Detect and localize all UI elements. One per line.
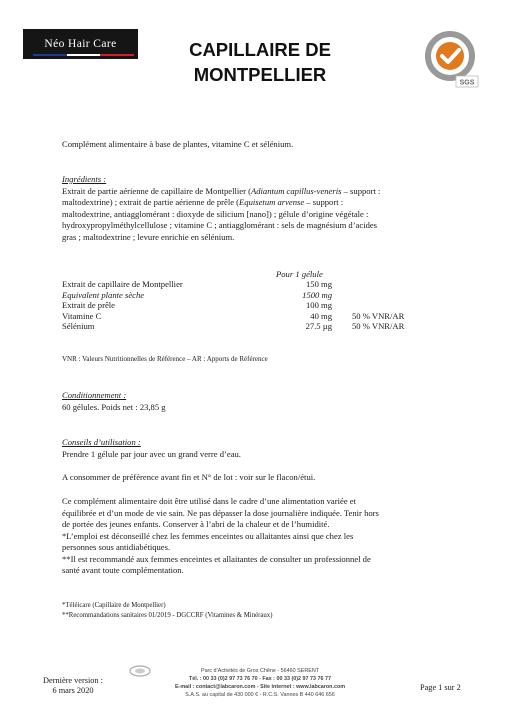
ingredients-line: maltodextrine, antiagglomérant : dioxyde de silicium [nano]) ; gélule d’origine végétale : — [62, 208, 369, 219]
row-vnr: 50 % VNR/AR — [352, 320, 405, 331]
row-vnr: 50 % VNR/AR — [352, 310, 405, 321]
company-address: Parc d’Activités de Gros Chêne - 56460 SERENT — [200, 668, 320, 674]
usage-label: Conseils d’utilisation : — [62, 437, 141, 447]
footnotes — [62, 601, 272, 620]
ingredients-text — [62, 186, 454, 244]
usage-text: Prendre 1 gélule par jour avec un grand verre d’eau. — [62, 448, 241, 459]
table-row — [62, 321, 454, 331]
row-amount: 1500 mg — [302, 289, 332, 300]
row-name: Equivalent plante sèche — [62, 289, 145, 300]
company-legal: S.A.S. au capital de 430 000 € - R.C.S. Vannes B 440 646 656 — [185, 692, 335, 698]
table-row — [62, 290, 454, 300]
warning-line: *L’emploi est déconseillé chez les femmes enceintes ou allaitantes ainsi que chez les — [62, 530, 354, 541]
composition-header: Pour 1 gélule — [276, 269, 323, 279]
ingredients-section — [62, 174, 454, 243]
company-phone: Tél. : 00 33 (0)2 97 73 76 70 - Fax : 00 33 (0)2 97 73 76 77 — [188, 676, 332, 682]
ingredients-line: gras ; maltodextrine ; levure enrichie en sélénium. — [62, 231, 235, 242]
footnote: *Téléicare (Capillaire de Montpellier) — [62, 602, 166, 609]
packaging-section — [62, 390, 454, 413]
svg-text:SGS: SGS — [459, 79, 475, 87]
version-date: 6 mars 2020 — [52, 686, 94, 695]
version-info — [38, 676, 108, 696]
row-amount: 150 mg — [305, 279, 332, 290]
page-number: Page 1 sur 2 — [420, 683, 461, 692]
row-amount: 100 mg — [305, 300, 332, 311]
packaging-label: Conditionnement : — [62, 390, 127, 400]
footnote: **Recommandations sanitaires 01/2019 - DGCCRF (Vitamines & Minéraux) — [62, 611, 273, 619]
warning-line: santé avant toute complémentation. — [62, 565, 184, 575]
ingredients-line: Extrait de partie aérienne de capillaire de Montpellier (Adiantum capillus-veneris – support : — [62, 185, 381, 196]
intro-text: Complément alimentaire à base de plantes, vitamine C et sélénium. — [62, 139, 294, 149]
ingredients-line: maltodextrine) ; extrait de partie aérienne de prêle (Equisetum arvense – support : — [62, 197, 344, 207]
row-name: Extrait de capillaire de Montpellier — [62, 279, 183, 290]
sgs-certification-icon — [420, 28, 484, 90]
row-amount: 40 mg — [310, 310, 332, 321]
row-name: Vitamine C — [62, 310, 102, 321]
page-title — [160, 37, 360, 87]
best-before-text: A consommer de préférence avant fin et N° de lot : voir sur le flacon/étui. — [62, 472, 316, 482]
title-line-2: MONTPELLIER — [193, 64, 327, 85]
ingredients-label: Ingrédients : — [62, 174, 107, 184]
version-label: Dernière version : — [43, 676, 103, 685]
company-email: E-mail : contact@labcaron.com - Site internet : www.labcaron.com — [174, 684, 346, 690]
table-row — [62, 279, 454, 289]
row-amount: 27.5 µg — [305, 320, 332, 331]
brand-logo — [23, 29, 138, 59]
lab-caron-logo-icon — [128, 664, 152, 678]
flag-stripe-icon — [33, 54, 134, 56]
vnr-note: VNR : Valeurs Nutritionnelles de Référence – AR : Apports de Référence — [62, 355, 268, 363]
row-name: Extrait de prêle — [62, 300, 115, 311]
company-footer — [140, 667, 380, 699]
brand-logo-text: Néo Hair Care — [44, 38, 117, 50]
title-line-1: CAPILLAIRE DE — [189, 39, 331, 60]
table-row — [62, 300, 454, 310]
usage-section — [62, 437, 454, 460]
table-row — [62, 311, 454, 321]
warnings-section — [62, 496, 454, 577]
row-name: Sélénium — [62, 320, 95, 331]
ingredients-line: hydroxypropylméthylcellulose ; vitamine C ; antiagglomérant : sels de magnésium d’acides — [62, 220, 378, 230]
packaging-text: 60 gélules. Poids net : 23,85 g — [62, 401, 166, 412]
warning-line: **Il est recommandé aux femmes enceintes et allaitantes de consulter un professionnel de — [62, 553, 371, 564]
warning-line: équilibrée et d’un mode de vie sain. Ne pas dépasser la dose journalière indiquée. Tenir hors — [62, 507, 379, 518]
warning-line: de portée des jeunes enfants. Conserver à l’abri de la chaleur et de l’humidité. — [62, 519, 330, 529]
composition-table — [62, 269, 454, 331]
warning-line: personnes sous antidiabétiques. — [62, 542, 171, 552]
warning-line: Ce complément alimentaire doit être utilisé dans le cadre d’une alimentation variée et — [62, 496, 356, 506]
